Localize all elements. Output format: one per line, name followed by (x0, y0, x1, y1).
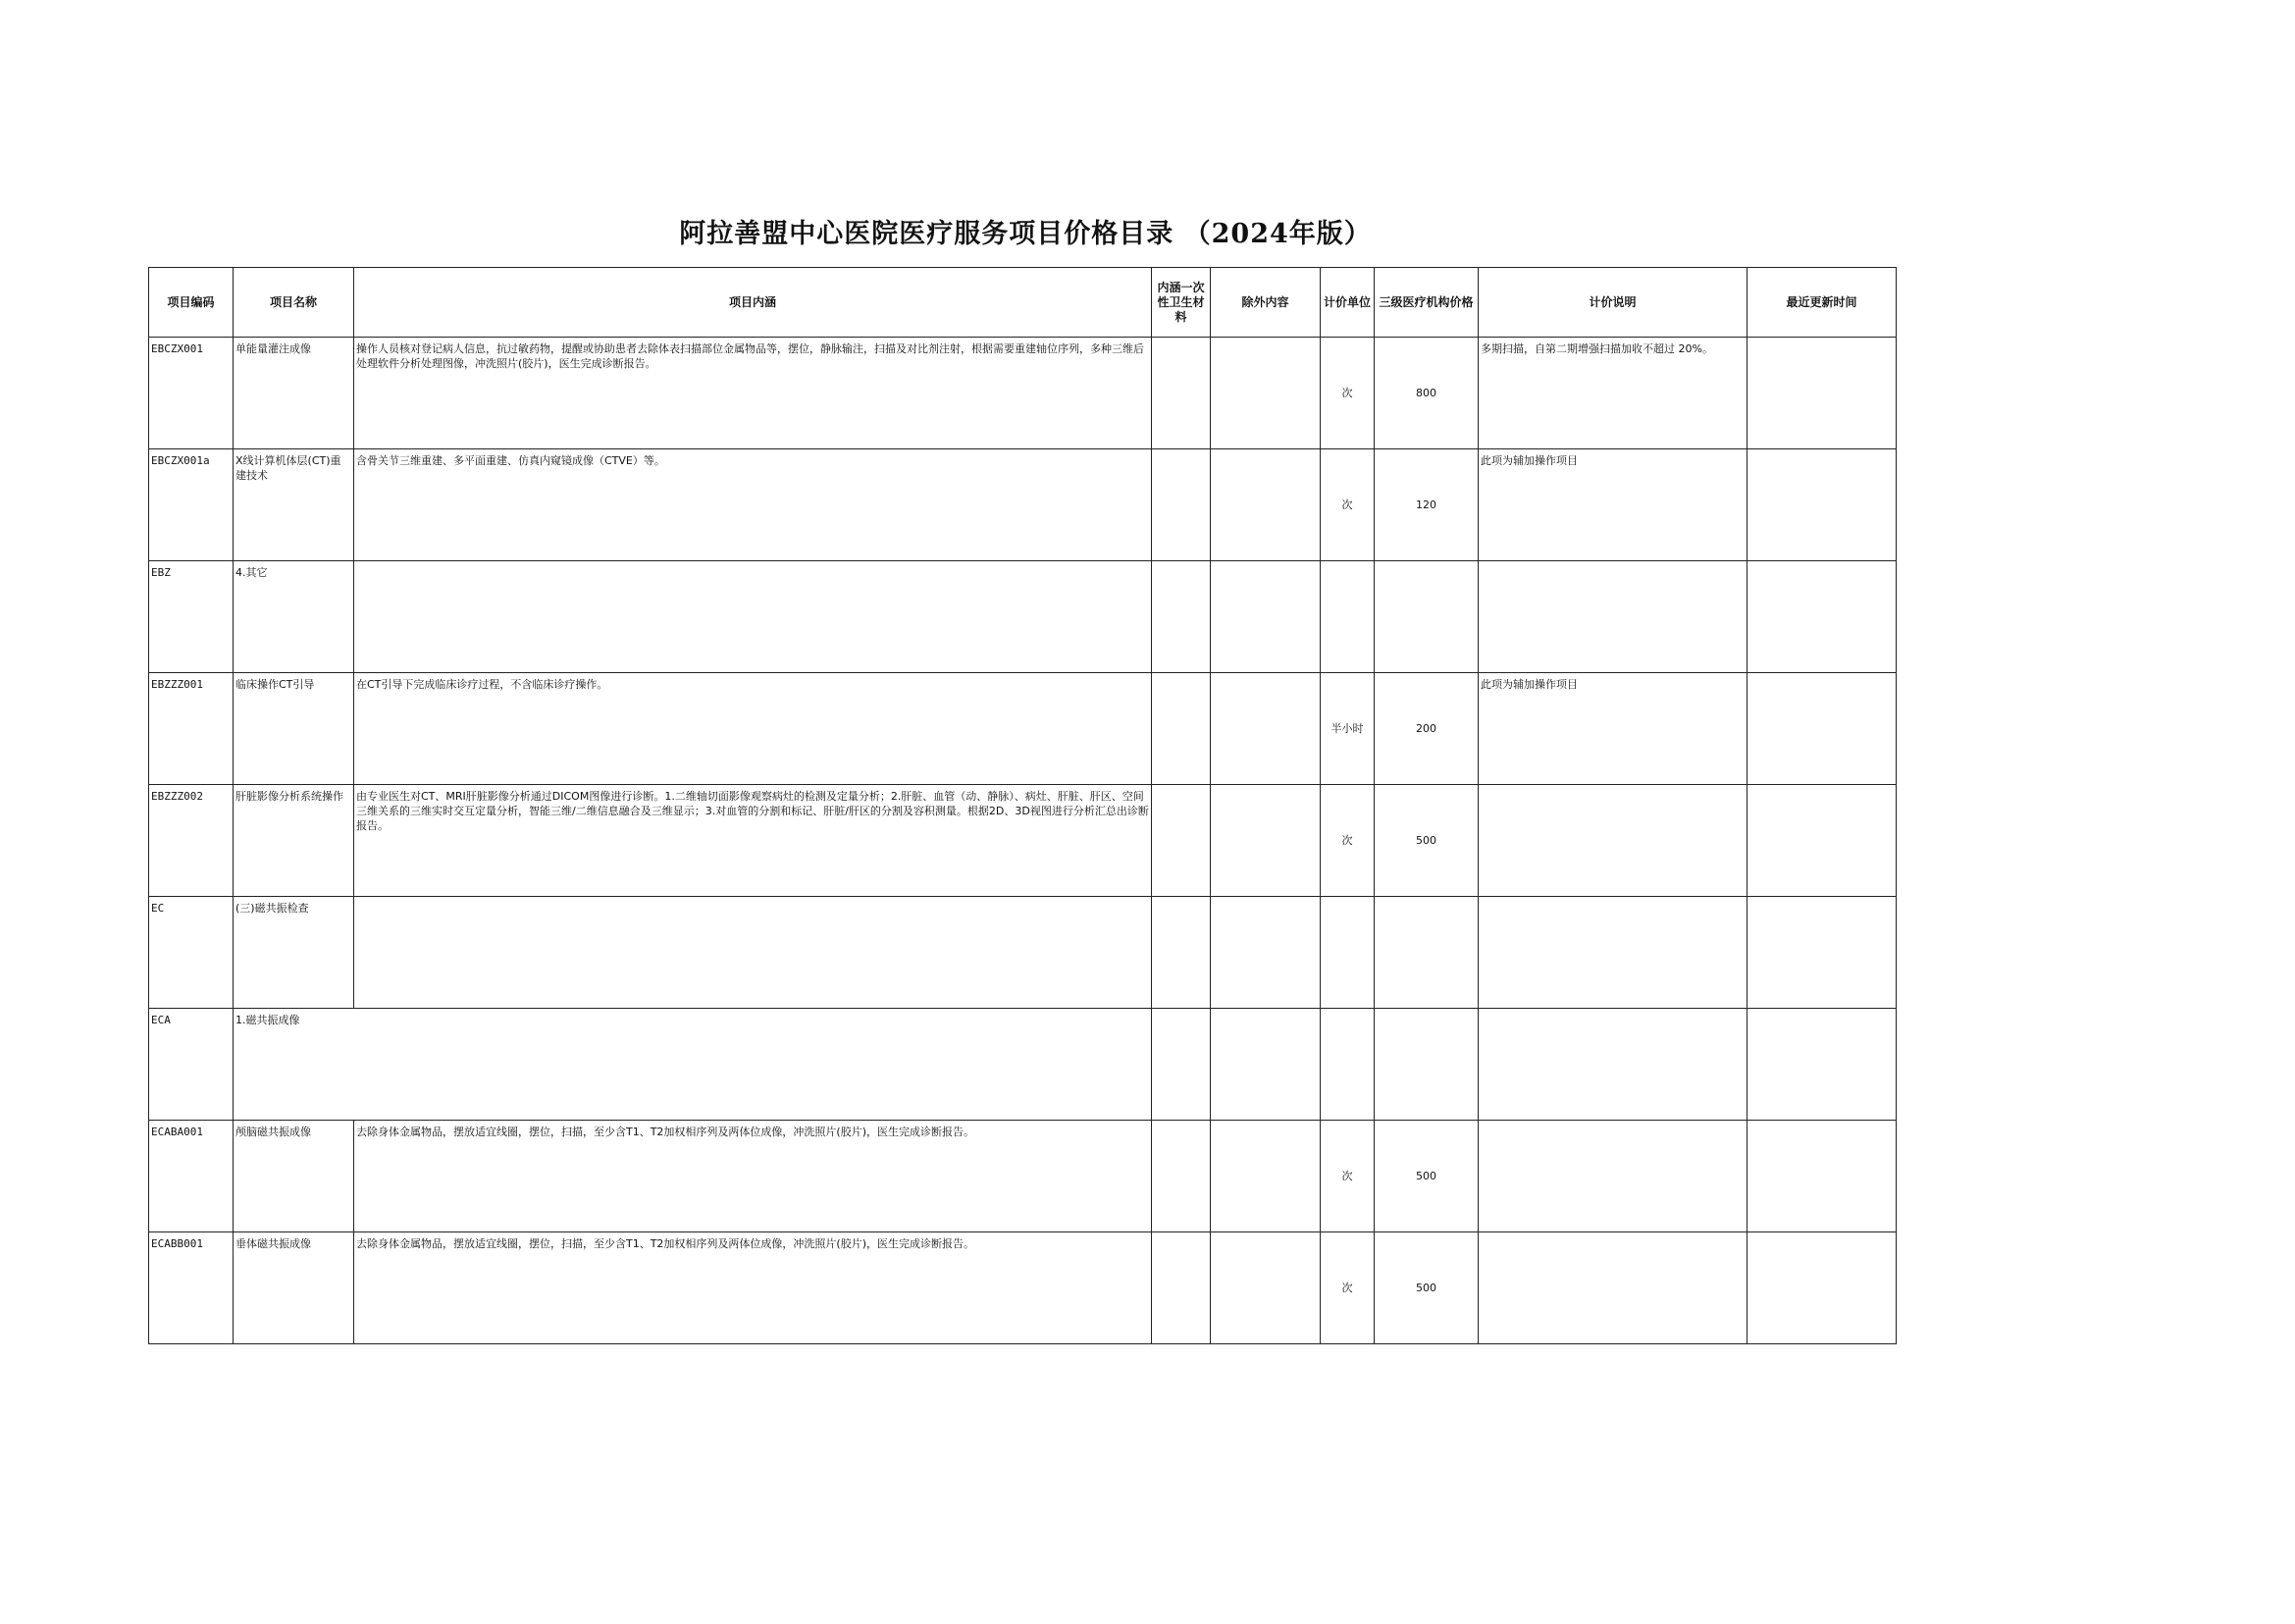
cell-exclusions (1211, 1009, 1321, 1121)
cell-content: 操作人员核对登记病人信息，抗过敏药物，提醒或协助患者去除体表扫描部位金属物品等，摆位，静脉输注，扫描及对比剂注射，根据需要重建轴位序列，多种三维后处理软件分析处理图像，冲洗照片(胶片)，医生完成诊断报告。 (354, 338, 1152, 449)
cell-updated (1747, 1009, 1897, 1121)
cell-unit (1321, 897, 1375, 1009)
cell-price: 800 (1375, 338, 1479, 449)
cell-consumables (1152, 449, 1211, 561)
cell-code: EBZZZ002 (149, 785, 234, 897)
cell-content: 去除身体金属物品，摆放适宜线圈，摆位，扫描，至少含T1、T2加权相序列及两体位成像，冲洗照片(胶片)，医生完成诊断报告。 (354, 1121, 1152, 1232)
cell-name: 垂体磁共振成像 (234, 1232, 354, 1344)
cell-notes (1479, 1121, 1747, 1232)
header-name: 项目名称 (234, 268, 354, 338)
cell-name: 单能量灌注成像 (234, 338, 354, 449)
cell-name: 临床操作CT引导 (234, 673, 354, 785)
header-code: 项目编码 (149, 268, 234, 338)
cell-notes: 此项为辅加操作项目 (1479, 449, 1747, 561)
cell-price (1375, 561, 1479, 673)
cell-consumables (1152, 897, 1211, 1009)
cell-code: ECABB001 (149, 1232, 234, 1344)
cell-content: 由专业医生对CT、MRI肝脏影像分析通过DICOM图像进行诊断。1.二维轴切面影像观察病灶的检测及定量分析；2.肝脏、血管（动、静脉）、病灶、肝脏、肝区、空间三维关系的三维实时交互定量分析，智能三维/二维信息融合及三维显示；3.对血管的分割和标记、肝脏/肝区的分割及容积测量。根据2D、3D视图进行分析汇总出诊断报告。 (354, 785, 1152, 897)
cell-notes: 多期扫描，自第二期增强扫描加收不超过 20%。 (1479, 338, 1747, 449)
cell-name: 1.磁共振成像 (234, 1009, 1152, 1121)
cell-exclusions (1211, 561, 1321, 673)
cell-notes (1479, 561, 1747, 673)
document-title: 阿拉善盟中心医院医疗服务项目价格目录 （2024年版） (679, 219, 1372, 249)
cell-exclusions (1211, 449, 1321, 561)
cell-price: 200 (1375, 673, 1479, 785)
cell-exclusions (1211, 785, 1321, 897)
cell-name: 颅脑磁共振成像 (234, 1121, 354, 1232)
cell-consumables (1152, 561, 1211, 673)
table-row (149, 673, 1897, 785)
cell-updated (1747, 338, 1897, 449)
cell-unit: 次 (1321, 449, 1375, 561)
header-updated: 最近更新时间 (1747, 268, 1897, 338)
cell-unit: 次 (1321, 785, 1375, 897)
cell-exclusions (1211, 1232, 1321, 1344)
table-row (149, 785, 1897, 897)
cell-consumables (1152, 1232, 1211, 1344)
cell-updated (1747, 897, 1897, 1009)
cell-content (354, 561, 1152, 673)
cell-updated (1747, 561, 1897, 673)
cell-notes (1479, 1232, 1747, 1344)
cell-price: 500 (1375, 1121, 1479, 1232)
cell-notes (1479, 897, 1747, 1009)
price-table (148, 267, 1897, 1344)
table-row (149, 338, 1897, 449)
cell-exclusions (1211, 338, 1321, 449)
cell-consumables (1152, 1009, 1211, 1121)
cell-name: X线计算机体层(CT)重建技术 (234, 449, 354, 561)
cell-exclusions (1211, 897, 1321, 1009)
cell-content: 去除身体金属物品，摆放适宜线圈，摆位，扫描，至少含T1、T2加权相序列及两体位成像，冲洗照片(胶片)，医生完成诊断报告。 (354, 1232, 1152, 1344)
cell-name: 肝脏影像分析系统操作 (234, 785, 354, 897)
cell-name: 4.其它 (234, 561, 354, 673)
cell-updated (1747, 449, 1897, 561)
cell-code: EBCZX001a (149, 449, 234, 561)
cell-code: ECABA001 (149, 1121, 234, 1232)
cell-price: 500 (1375, 1232, 1479, 1344)
cell-notes (1479, 785, 1747, 897)
table-row (149, 1009, 1897, 1121)
cell-updated (1747, 1232, 1897, 1344)
cell-updated (1747, 673, 1897, 785)
cell-unit: 次 (1321, 338, 1375, 449)
cell-code: EC (149, 897, 234, 1009)
cell-unit: 次 (1321, 1121, 1375, 1232)
table-row (149, 1232, 1897, 1344)
cell-price: 120 (1375, 449, 1479, 561)
cell-consumables (1152, 338, 1211, 449)
cell-notes: 此项为辅加操作项目 (1479, 673, 1747, 785)
table-row (149, 1121, 1897, 1232)
cell-price: 500 (1375, 785, 1479, 897)
header-consumables: 内涵一次性卫生材料 (1152, 268, 1211, 338)
cell-code: EBCZX001 (149, 338, 234, 449)
header-unit: 计价单位 (1321, 268, 1375, 338)
cell-price (1375, 897, 1479, 1009)
cell-content (354, 897, 1152, 1009)
cell-name: (三)磁共振检查 (234, 897, 354, 1009)
cell-unit: 半小时 (1321, 673, 1375, 785)
cell-notes (1479, 1009, 1747, 1121)
cell-updated (1747, 1121, 1897, 1232)
cell-unit (1321, 561, 1375, 673)
cell-price (1375, 1009, 1479, 1121)
cell-unit: 次 (1321, 1232, 1375, 1344)
table-row (149, 897, 1897, 1009)
cell-content: 含骨关节三维重建、多平面重建、仿真内窥镜成像（CTVE）等。 (354, 449, 1152, 561)
cell-code: EBZZZ001 (149, 673, 234, 785)
cell-consumables (1152, 673, 1211, 785)
cell-unit (1321, 1009, 1375, 1121)
cell-code: ECA (149, 1009, 234, 1121)
table-row (149, 561, 1897, 673)
cell-code: EBZ (149, 561, 234, 673)
cell-consumables (1152, 785, 1211, 897)
cell-exclusions (1211, 673, 1321, 785)
header-notes: 计价说明 (1479, 268, 1747, 338)
cell-content: 在CT引导下完成临床诊疗过程，不含临床诊疗操作。 (354, 673, 1152, 785)
cell-exclusions (1211, 1121, 1321, 1232)
cell-updated (1747, 785, 1897, 897)
cell-consumables (1152, 1121, 1211, 1232)
header-content: 项目内涵 (354, 268, 1152, 338)
table-header-row (149, 268, 1897, 338)
table-row (149, 449, 1897, 561)
header-price: 三级医疗机构价格 (1375, 268, 1479, 338)
header-exclusions: 除外内容 (1211, 268, 1321, 338)
